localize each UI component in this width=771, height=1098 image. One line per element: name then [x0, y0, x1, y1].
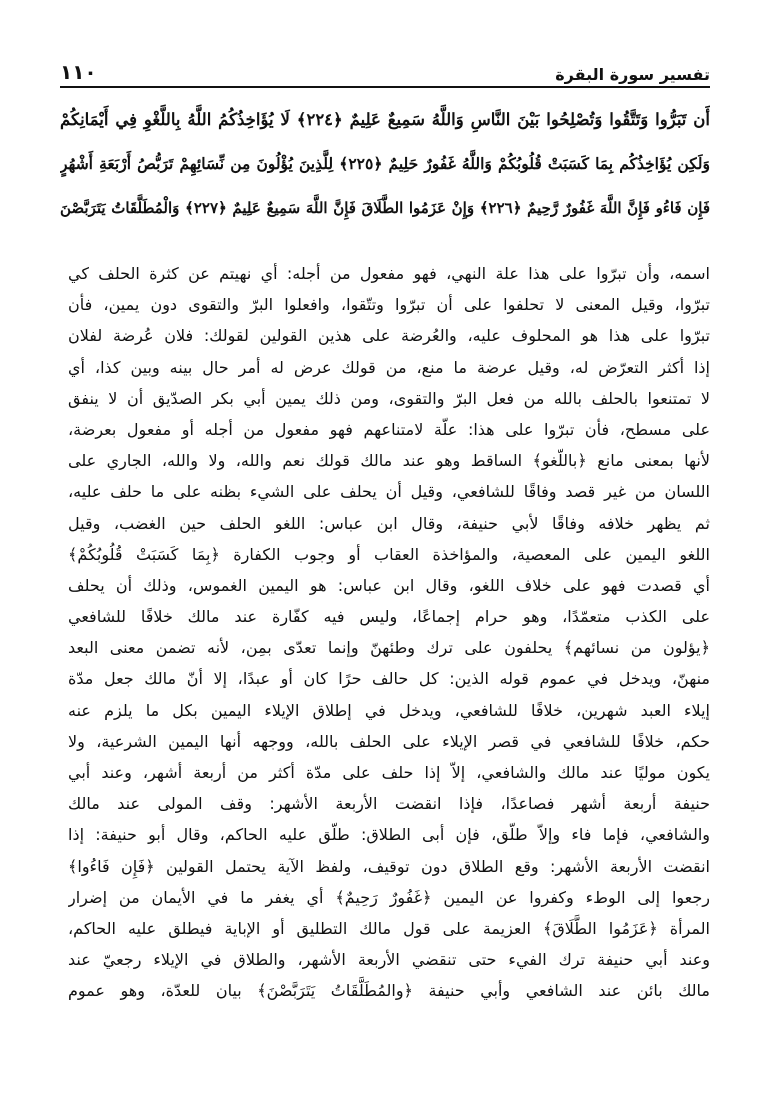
commentary-line: رجعوا إلى الوطء وكفروا عن اليمين ﴿غَفُورٌ رَحِيمٌ﴾ أي يغفر ما في الأيمان من إضرار — [68, 887, 710, 907]
page-header — [60, 48, 710, 84]
commentary-line: لأنها بمعنى مانع ﴿باللّغو﴾ الساقط وهو عند مالك قولك نعم والله، ولا والله، الجاري على — [68, 451, 710, 471]
commentary-line: على مسطح، فأن تبرّوا على هذا: علّة لامتناعهم فهو مفعول من أجله أو مفعول بعرضة، — [68, 419, 710, 439]
quran-verses-block — [60, 98, 710, 230]
commentary-line: حنيفة أربعة أشهر فصاعدًا، فإذا انقضت الأربعة الأشهر: وقف المولى عند مالك — [68, 794, 710, 814]
commentary-line: لا تمتنعوا بالحلف بالله من فعل البرّ والتقوى، ومن ذلك يمين أبي بكر الصدّيق أن لا ينفق — [68, 388, 710, 408]
commentary-line: اللغو اليمين على المعصية، والمؤاخذة العقاب أو وجوب الكفارة ﴿بِمَا كَسَبَتْ قُلُوبُكُمْ﴾ — [68, 544, 710, 564]
commentary-line: يكون موليًا عند مالك والشافعي، إلاّ إذا حلف على مدّة أكثر من أربعة أشهر، وعند أبي — [68, 763, 710, 782]
commentary-line: انقضت الأربعة الأشهر: وقع الطلاق دون توقيف، ولفظ الآية يحتمل القولين ﴿فَإِن فَاءُوا﴾ — [68, 856, 710, 876]
quran-verse-line: وَلَكِن يُؤَاخِذُكُم بِمَا كَسَبَتْ قُلُوبُكُمْ وَاللَّهُ غَفُورٌ حَلِيمٌ ﴿٢٢٥﴾ لِلَّذِينَ يُؤْلُونَ مِن نِّسَائِهِمْ تَرَبُّصُ أَرْبَعَةِ أَشْهُرٍ — [60, 154, 710, 173]
running-title: تفسير سورة البقرة — [555, 65, 710, 84]
quran-verse-line: فَإِن فَاءُو فَإِنَّ اللَّهَ غَفُورٌ رَّحِيمٌ ﴿٢٢٦﴾ وَإِنْ عَزَمُوا الطَّلَاقَ فَإِنَّ اللَّهَ سَمِيعٌ عَلِيمٌ ﴿٢٢٧﴾ وَالْمُطَلَّقَاتُ يَتَرَبَّصْنَ — [60, 199, 710, 217]
commentary-line: تبرّوا على هذا هو المحلوف عليه، والعُرضة على هذين القولين لقولك: فلان عُرضة لفلان — [68, 326, 710, 346]
commentary-line: ثم يظهر خلافه وفاقًا لأبي حنيفة، وقال ابن عباس: اللغو الحلف حين الغضب، وقيل — [68, 513, 710, 533]
tafsir-commentary — [68, 258, 710, 1066]
header-divider — [60, 86, 710, 88]
commentary-line: أي قصدت فهو على خلاف اللغو، وقال ابن عباس: هو اليمين الغموس، وذلك أن يحلف — [68, 575, 710, 595]
page-number: ١١٠ — [60, 60, 97, 84]
commentary-line: ﴿يؤلون من نسائهم﴾ يحلفون على ترك وطئهنّ وإنما تعدّى بمِن، لأنه تضمن معنى البعد — [68, 638, 710, 658]
commentary-line: حكم، خلافًا للشافعي في قصر الإيلاء على الحلف بالله، ووجهه أنها اليمين الشرعية، ولا — [68, 731, 710, 751]
quran-verse-line: أَن تَبَرُّوا وَتَتَّقُوا وَتُصْلِحُوا بَيْنَ النَّاسِ وَاللَّهُ سَمِيعٌ عَلِيمٌ ﴿٢٢٤﴾ لَا يُؤَاخِذُكُمُ اللَّهُ بِاللَّغْوِ فِي أَيْمَانِكُمْ — [60, 110, 710, 129]
commentary-line: اسمه، وأن تبرّوا على هذا علة النهي، فهو مفعول من أجله: أي نهيتم عن كثرة الحلف كي — [68, 264, 710, 283]
commentary-line: منهنّ، ويدخل في عموم قوله الذين: كل حالف حرًا كان أو عبدًا، إلا أنّ مالك جعل مدّة — [68, 669, 710, 689]
commentary-line: إيلاء العبد شهرين، خلافًا للشافعي، ويدخل في إطلاق الإيلاء اليمين بكل ما يلزم عنه — [68, 700, 710, 720]
commentary-line: تبرّوا، وقيل المعنى لا تحلفوا على أن تبرّوا وتتّقوا، وافعلوا البرّ والتقوى دون يمين، فأن — [68, 295, 710, 315]
commentary-line: والشافعي، فإما فاء وإلاّ طلّق، فإن أبى الطلاق: طلّق عليه الحاكم، وقال أبو حنيفة: إذا — [68, 825, 710, 845]
commentary-line: على الكذب متعمّدًا، وهو حرام إجماعًا، وليس فيه كفّارة عند مالك خلافًا للشافعي — [68, 607, 710, 627]
commentary-line: مالك بائن عند الشافعي وأبي حنيفة ﴿والمُطَلَّقَاتُ يَتَرَبَّصْنَ﴾ بيان للعدّة، وهو عموم — [68, 981, 710, 1001]
commentary-line: إذا أكثر التعرّض له، وقيل عرضة ما منع، من قولك عرض له أمر حال بينه وبين كذا، أي — [68, 357, 710, 377]
commentary-line: اللسان من غير قصد وفاقًا للشافعي، وقيل أن يحلف على الشيء بظنه على ما حلف عليه، — [68, 482, 710, 502]
commentary-line: وعند أبي حنيفة ترك الفيء حتى تنقضي الأربعة الأشهر، والطلاق في الإيلاء رجعيّ عند — [68, 950, 710, 970]
commentary-line: المرأة ﴿عَزَمُوا الطَّلَاقَ﴾ العزيمة على قول مالك التطليق أو الإباية فيطلق عليه الحاكم، — [68, 918, 710, 938]
